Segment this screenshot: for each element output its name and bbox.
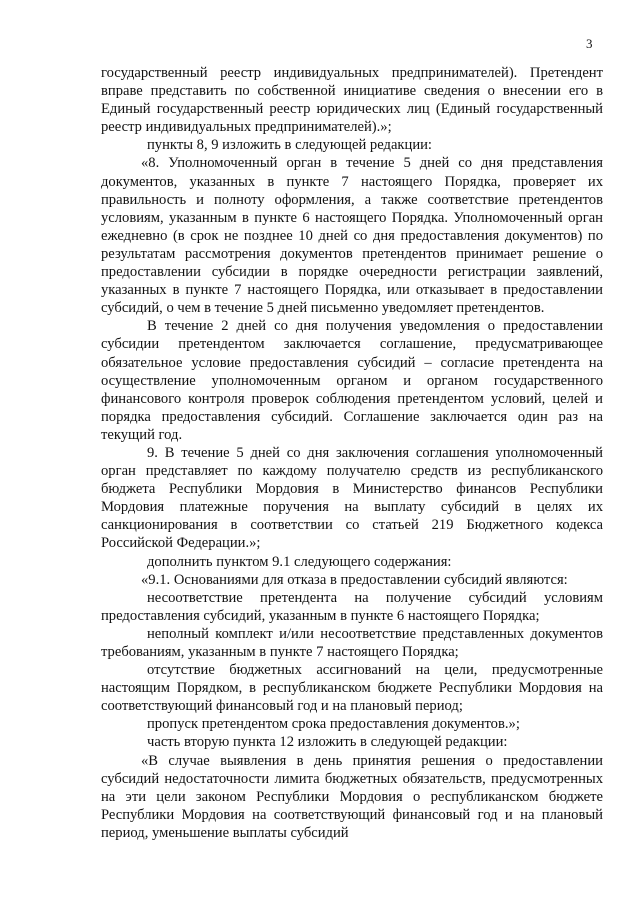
paragraph: «8. Уполномоченный орган в течение 5 дней со дня представления документов, указанных в пункте 7 настоящего Порядка, проверяет их правильность и полноту оформления, а также соответствие претендентов условиям, указанным в пункте 6 настоящего Порядка. Уполномоченный орган ежедневно (в срок не позднее 10 дней со дня предоставления документов) по результатам рассмотрения документов претендентов принимает решение о предоставлении субсидии в порядке очередности регистрации заявлений, указанных в пункте 7 настоящего Порядка, или отказывает в предоставлении субсидий, о чем в течение 5 дней письменно уведомляет претендентов. (101, 155, 603, 317)
paragraph: неполный комплект и/или несоответствие представленных документов требованиям, указанным в пункте 7 настоящего Порядка; (101, 625, 603, 660)
paragraph: государственный реестр индивидуальных предпринимателей). Претендент вправе представить по собственной инициативе сведения о внесении его в Единый государственный реестр юридических лиц (Единый государственный реестр индивидуальных предпринимателей).»; (101, 65, 603, 136)
paragraph: пункты 8, 9 изложить в следующей редакции: (147, 137, 432, 154)
paragraph: В течение 2 дней со дня получения уведомления о предоставлении субсидии претендентом заключается соглашение, предусматривающее обязательное условие предоставления субсидий – согласие претендента на осуществление уполномоченным органом и органом государственного финансового контроля проверок соблюдения претендентом условий, целей и порядка предоставления субсидий. Соглашение заключается один раз на текущий год. (101, 318, 603, 443)
paragraph: пропуск претендентом срока предоставления документов.»; (147, 716, 520, 733)
paragraph: часть вторую пункта 12 изложить в следующей редакции: (147, 734, 508, 751)
paragraph: «9.1. Основаниями для отказа в предоставлении субсидий являются: (141, 571, 568, 588)
paragraph: «В случае выявления в день принятия решения о предоставлении субсидий недостаточности лимита бюджетных обязательств, предусмотренных на эти цели законом Республики Мордовия о республиканском бюджете Республики Мордовия на соответствующий финансовый год и на плановый период, уменьшение выплаты субсидий (101, 752, 603, 841)
document-body (101, 64, 603, 842)
paragraph: отсутствие бюджетных ассигнований на цели, предусмотренные настоящим Порядком, в республиканском бюджете Республики Мордовия на соответствующий финансовый год и на плановый период; (101, 662, 603, 715)
paragraph: несоответствие претендента на получение субсидий условиям предоставления субсидий, указанным в пункте 6 настоящего Порядка; (101, 589, 603, 624)
paragraph: 9. В течение 5 дней со дня заключения соглашения уполномоченный орган представляет по каждому получателю средств из республиканского бюджета Республики Мордовия в Министерство финансов Республики Мордовия платежные поручения на выплату субсидий в целях их санкционирования в соответствии со статьей 219 Бюджетного кодекса Российской Федерации.»; (101, 444, 603, 552)
paragraph: дополнить пунктом 9.1 следующего содержания: (147, 553, 452, 570)
page-number: 3 (586, 36, 593, 51)
